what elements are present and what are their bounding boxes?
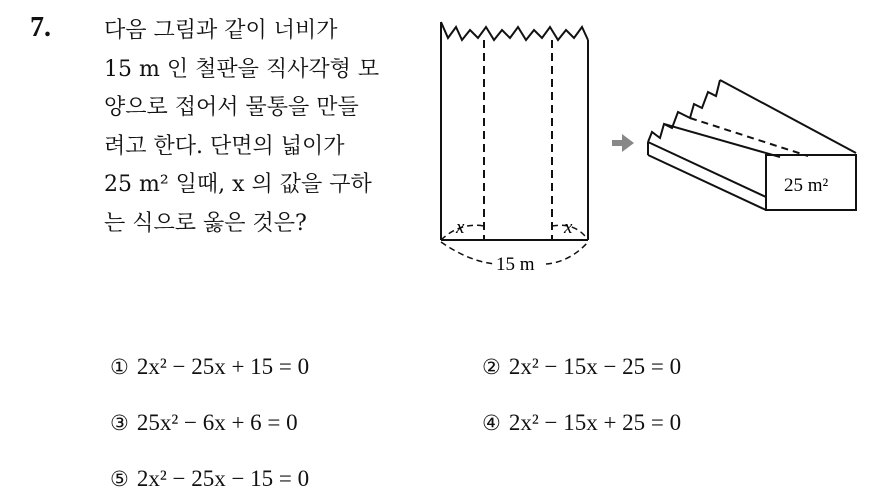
choice-equation: 2x² − 25x − 15 = 0 <box>136 466 310 491</box>
trough-side-top-edge <box>648 142 766 197</box>
question-line: 25 m² 일때, x 의 값을 구하 <box>104 172 372 197</box>
torn-edge <box>441 22 588 40</box>
choice-number: ② <box>482 355 501 379</box>
question-number: 7. <box>30 12 51 43</box>
trough-side-bottom-edge <box>648 155 766 210</box>
choice-number: ① <box>110 355 129 379</box>
area-label: 25 m² <box>784 175 829 196</box>
choice-equation: 25x² − 6x + 6 = 0 <box>136 410 298 435</box>
choice-equation: 2x² − 25x + 15 = 0 <box>136 354 310 379</box>
right-arrow-icon <box>612 134 634 152</box>
right-x-label: x <box>564 217 573 238</box>
width-brace-right <box>546 242 588 264</box>
choice-3[interactable] <box>110 410 298 436</box>
choice-number: ③ <box>110 411 129 435</box>
question-line: 려고 한다. 단면의 넓이가 <box>104 133 345 159</box>
choice-2[interactable] <box>482 354 681 380</box>
choice-number: ⑤ <box>110 467 129 491</box>
question-line: 양으로 접어서 물통을 만들 <box>104 95 359 120</box>
trough-torn-edge <box>648 80 720 142</box>
choice-equation: 2x² − 15x − 25 = 0 <box>508 354 682 379</box>
question-line: 15 m 인 철판을 직사각형 모 <box>104 56 380 82</box>
choice-number: ④ <box>482 411 501 435</box>
width-brace-left <box>441 242 496 264</box>
width-label: 15 m <box>496 254 535 275</box>
trough-top-back-edge <box>720 80 856 153</box>
choice-4[interactable] <box>482 410 681 436</box>
choice-equation: 2x² − 15x + 25 = 0 <box>508 410 682 435</box>
choice-5[interactable] <box>110 466 309 492</box>
choice-1[interactable] <box>110 354 309 380</box>
question-line: 는 식으로 옳은 것은? <box>104 210 307 236</box>
question-line: 다음 그림과 같이 너비가 <box>104 18 338 43</box>
left-x-label: x <box>456 217 465 238</box>
